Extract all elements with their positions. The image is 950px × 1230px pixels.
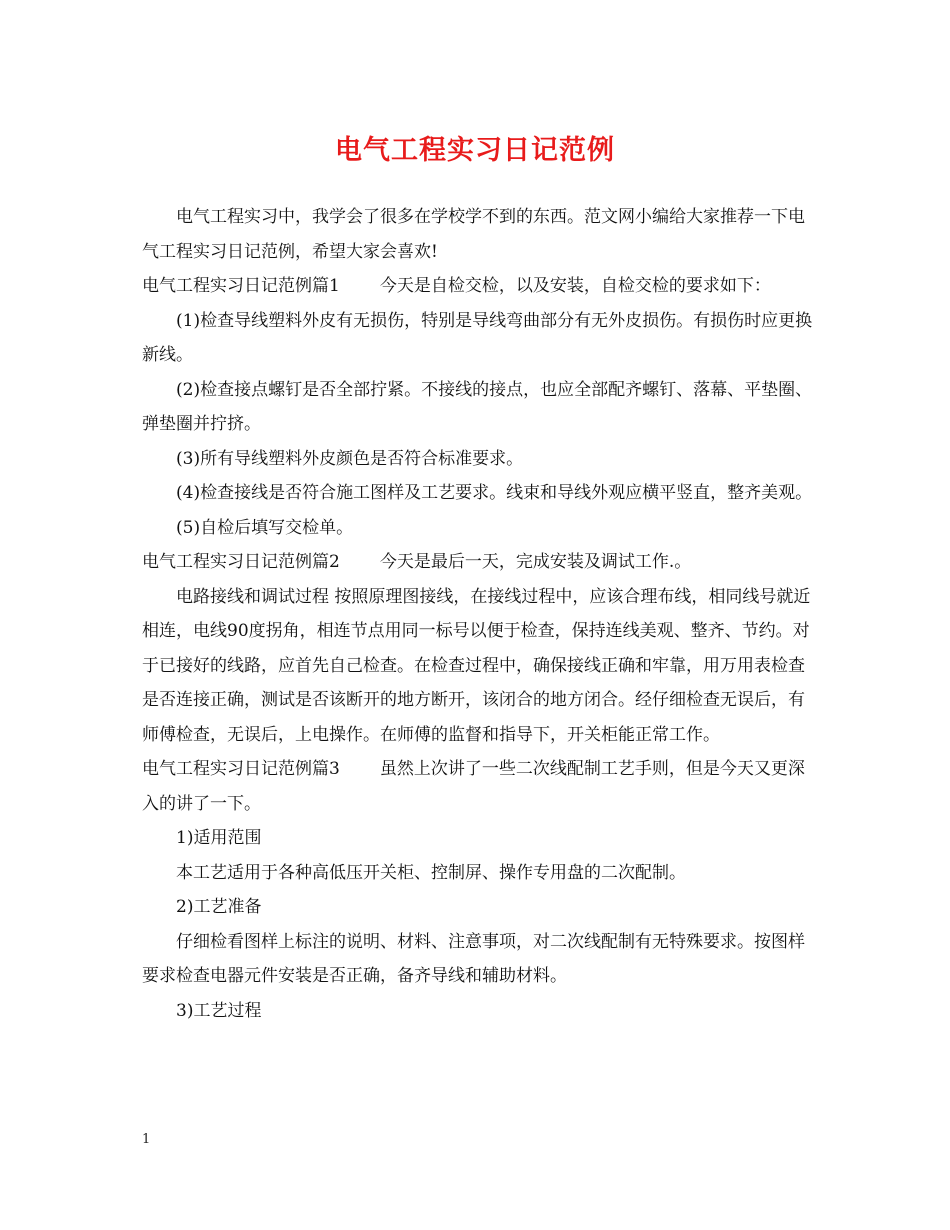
intro-paragraph: 电气工程实习中，我学会了很多在学校学不到的东西。范文网小编给大家推荐一下电气工程实习日记范例，希望大家会喜欢! xyxy=(142,207,805,262)
subsection-3-heading: 3)工艺过程 xyxy=(176,1000,262,1021)
section-1-line xyxy=(142,269,814,304)
check-item-1: (1)检查导线塑料外皮有无损伤，特别是导线弯曲部分有无外皮损伤。有损伤时应更换新线。 xyxy=(142,310,813,365)
subsection-2-heading: 2)工艺准备 xyxy=(176,897,262,917)
check-item-2: (2)检查接点螺钉是否全部拧紧。不接线的接点，也应全部配齐螺钉、落幕、平垫圈、弹垫圈并拧挤。 xyxy=(142,379,813,434)
subsection-2-text: 仔细检看图样上标注的说明、材料、注意事项，对二次线配制有无特殊要求。按图样要求检查电器元件安装是否正确，备齐导线和辅助材料。 xyxy=(142,931,805,986)
section-3-heading: 电气工程实习日记范例篇3 xyxy=(142,759,340,779)
check-item-5: (5)自检后填写交检单。 xyxy=(176,517,354,538)
section-2-body: 电路接线和调试过程 按照原理图接线，在接线过程中，应该合理布线，相同线号就近相连，电线90度拐角，相连节点用同一标号以便于检查，保持连线美观、整齐、节约。对于已接好的线路，应首先自己检查。在检查过程中，确保接线正确和牢靠，用万用表检查是否连接正确，测试是否该断开的地方断开，该闭合的地方闭合。经仔细检查无误后，有师傅检查，无误后，上电操作。在师傅的监督和指导下，开关柜能正常工作。 xyxy=(142,586,811,745)
section-2-heading: 电气工程实习日记范例篇2 xyxy=(142,552,340,572)
section-2-line xyxy=(142,545,814,580)
subsection-1-text: 本工艺适用于各种高低压开关柜、控制屏、操作专用盘的二次配制。 xyxy=(176,862,686,883)
section-1-heading: 电气工程实习日记范例篇1 xyxy=(142,276,340,296)
section-2-text: 今天是最后一天，完成安装及调试工作.。 xyxy=(379,552,692,572)
document-body xyxy=(142,200,814,1028)
section-3-line xyxy=(142,752,814,821)
document-title: 电气工程实习日记范例 xyxy=(335,135,615,166)
page-number: 1 xyxy=(142,1132,151,1147)
section-3-text: 虽然上次讲了一些二次线配制工艺手则，但是今天又更深入的讲了一下。 xyxy=(142,759,805,814)
section-1-text: 今天是自检交检，以及安装，自检交检的要求如下： xyxy=(379,276,771,296)
check-item-3: (3)所有导线塑料外皮颜色是否符合标准要求。 xyxy=(176,448,524,469)
subsection-1-heading: 1)适用范围 xyxy=(176,828,262,848)
check-item-4: (4)检查接线是否符合施工图样及工艺要求。线束和导线外观应横平竖直，整齐美观。 xyxy=(176,483,813,503)
